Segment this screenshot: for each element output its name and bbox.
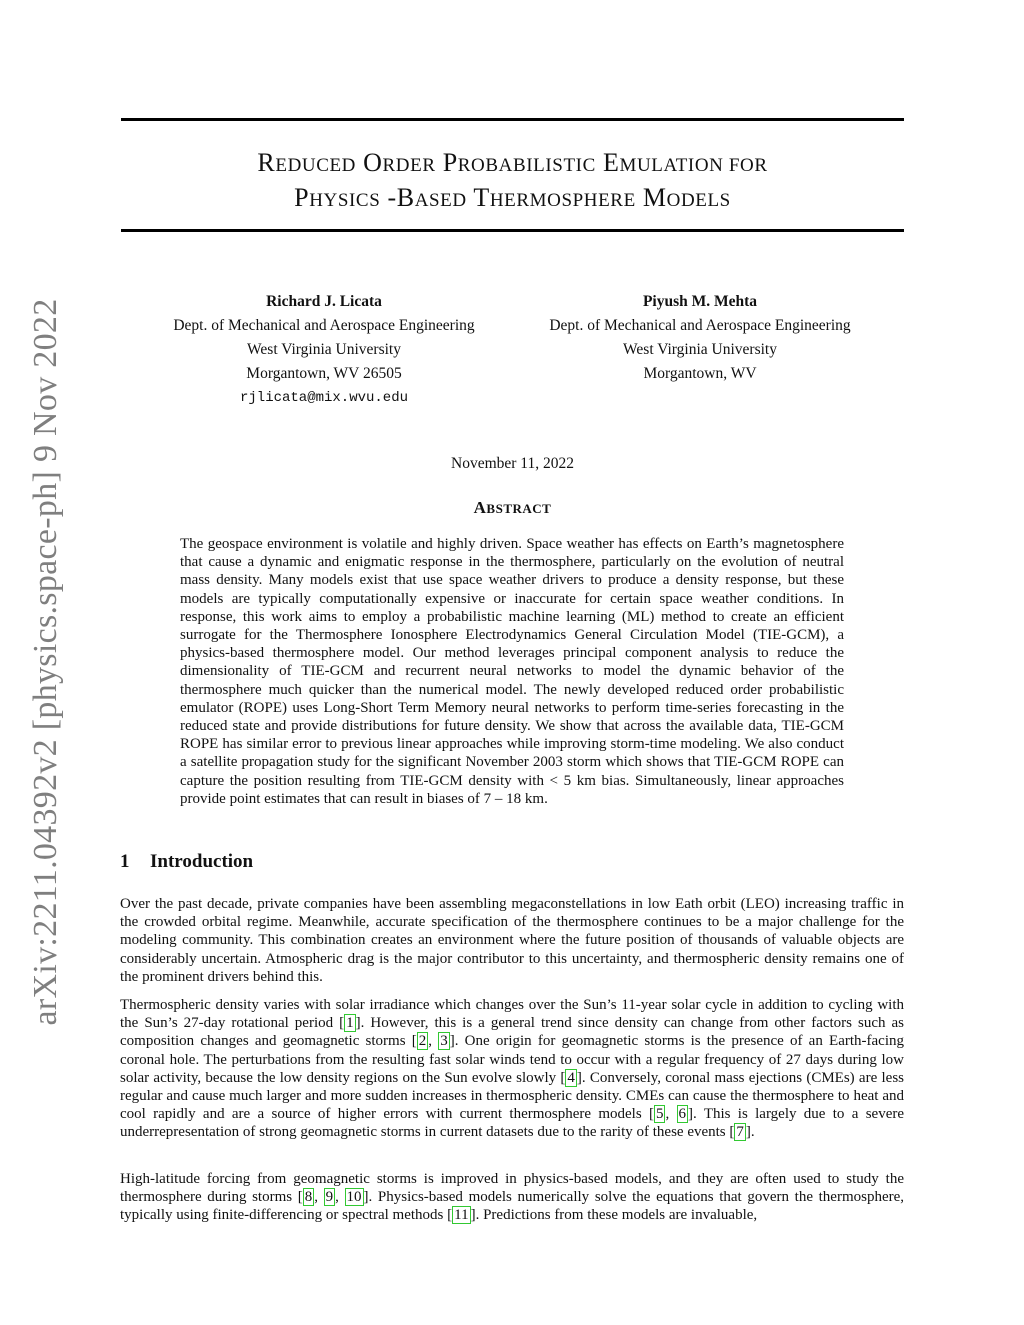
author-block-2 (520, 290, 880, 386)
author-block-1 (144, 290, 504, 410)
abstract-text: The geospace environment is volatile and highly driven. Space weather has effects on Earth’s magnetosphere that cause a dynamic and enigmatic response in the thermosphere, particularly on the evolution of neutral mass density. Many models exist that use space weather drivers to produce a density response, but these models are typically computationally expensive or inaccurate for certain space weather conditions. In response, this work aims to employ a probabilistic machine learning (ML) method to create an efficient surrogate for the Thermosphere Ionosphere Electrodynamics General Circulation Model (TIE-GCM), a physics-based thermosphere model. Our method leverages principal component analysis to reduce the dimensionality of TIE-GCM and recurrent neural networks to model the dynamic behavior of the thermosphere much quicker than the numerical model. The newly developed reduced order probabilistic emulator (ROPE) uses Long-Short Term Memory neural networks to perform time-series forecasting in the reduced state and provide distributions for future density. We show that across the available data, TIE-GCM ROPE has similar error to previous linear approaches while improving storm-time modeling. We also conduct a satellite propagation study for the significant November 2003 storm which shows that TIE-GCM ROPE can capture the position resulting from TIE-GCM density with < 5 km bias. Simultaneously, linear approaches provide point estimates that can result in biases of 7 – 18 km. (180, 536, 844, 807)
author-dept: Dept. of Mechanical and Aerospace Engineering (549, 317, 851, 334)
title-word: THERMOSPHERE (473, 183, 636, 212)
author-location: Morgantown, WV 26505 (246, 365, 402, 382)
citation-link[interactable]: 2 (418, 1033, 427, 1050)
citation-link[interactable]: 6 (678, 1106, 687, 1123)
title-word: EMULATION FOR (602, 148, 768, 177)
citation-link[interactable]: 7 (736, 1124, 744, 1141)
author-university: West Virginia University (623, 341, 777, 358)
author-university: West Virginia University (247, 341, 401, 358)
section-heading-introduction (120, 851, 253, 873)
citation-link[interactable]: 3 (440, 1033, 448, 1050)
citation-link[interactable]: 11 (454, 1207, 469, 1224)
citation-link[interactable]: 9 (325, 1189, 334, 1206)
citation-link[interactable]: 1 (346, 1015, 354, 1032)
title-word: PROBABILISTIC (442, 148, 596, 177)
body-paragraph-3: High-latitude forcing from geomagnetic storms is improved in physics-based models, and they are often used to study the thermosphere during storms [ 8 , 9 , 10 ]. Physics-based models numerically solve the equations that govern the thermosphere, typically using finite-differencing or spectral methods [ 11 ]. Predictions from these models are invaluable, (120, 1171, 905, 1224)
title-word: -BASED (387, 183, 467, 212)
body-paragraph-2: Thermospheric density varies with solar irradiance which changes over the Sun’s 11-year solar cycle in addition to cycling with the Sun’s 27-day rotational period [ 1 ]. However, this is a general trend since density can change from other factors such as composition changes and geomagnetic storms [ 2 , 3 ]. One origin for geomagnetic storms is the presence of an Earth-facing coronal hole. The perturbations from the resulting fast solar winds tend to occur with a regular frequency of 27 days during low solar activity, because the low density regions on the Sun evolve slowly [ 4 ]. Conversely, coronal mass ejections (CMEs) are less regular and cause much larger and more sudden increases in thermospheric density. CMEs can cause the thermosphere to heat and cool rapidly and are a source of higher errors with current thermosphere models [ 5 , 6 ]. This is largely due to a severe underrepresentation of strong geomagnetic storms in current datasets due to the rarity of these events [ 7 ]. (120, 997, 905, 1141)
arxiv-identifier: arXiv:2211.04392v2 [physics.space-ph] 9 Nov 2022 (27, 298, 64, 1026)
title-line-2 (121, 182, 904, 217)
citation-link[interactable]: 8 (304, 1189, 313, 1206)
citation-link[interactable]: 5 (655, 1106, 664, 1123)
author-name: Richard J. Licata (266, 293, 382, 310)
abstract-heading-initial: A (473, 498, 487, 517)
paper-date: November 11, 2022 (451, 455, 574, 472)
title-line-1 (121, 147, 904, 182)
author-name: Piyush M. Mehta (642, 293, 758, 310)
section-number: 1 (120, 851, 130, 872)
citation-link[interactable]: 10 (346, 1189, 362, 1206)
author-email-link[interactable]: rjlicata@mix.wvu.edu (239, 390, 409, 406)
title-rule-top (121, 118, 904, 121)
title-word: MODELS (642, 183, 731, 212)
title-rule-bottom (121, 229, 904, 232)
title-word: ORDER (363, 148, 436, 177)
paper-title (121, 147, 904, 217)
author-location: Morgantown, WV (643, 365, 757, 382)
citation-link[interactable]: 4 (567, 1069, 575, 1086)
body-paragraph-1: Over the past decade, private companies have been assembling megaconstellations in low Eath orbit (LEO) increasing traffic in the crowded orbital regime. Meanwhile, accurate specification of the thermosphere continues to be a major challenge for the modeling community. This combination creates an environment where the future position of thousands of valuable objects are considerably uncertain. Atmospheric drag is the major contributor to this uncertainty, and thermospheric density remains one of the prominent drivers behind this. (120, 896, 904, 985)
section-title: Introduction (150, 851, 254, 872)
abstract-heading-rest: BSTRACT (486, 501, 552, 516)
abstract-heading (121, 498, 904, 518)
title-word: REDUCED (257, 148, 357, 177)
title-word: PHYSICS (294, 183, 381, 212)
author-dept: Dept. of Mechanical and Aerospace Engineering (173, 317, 475, 334)
